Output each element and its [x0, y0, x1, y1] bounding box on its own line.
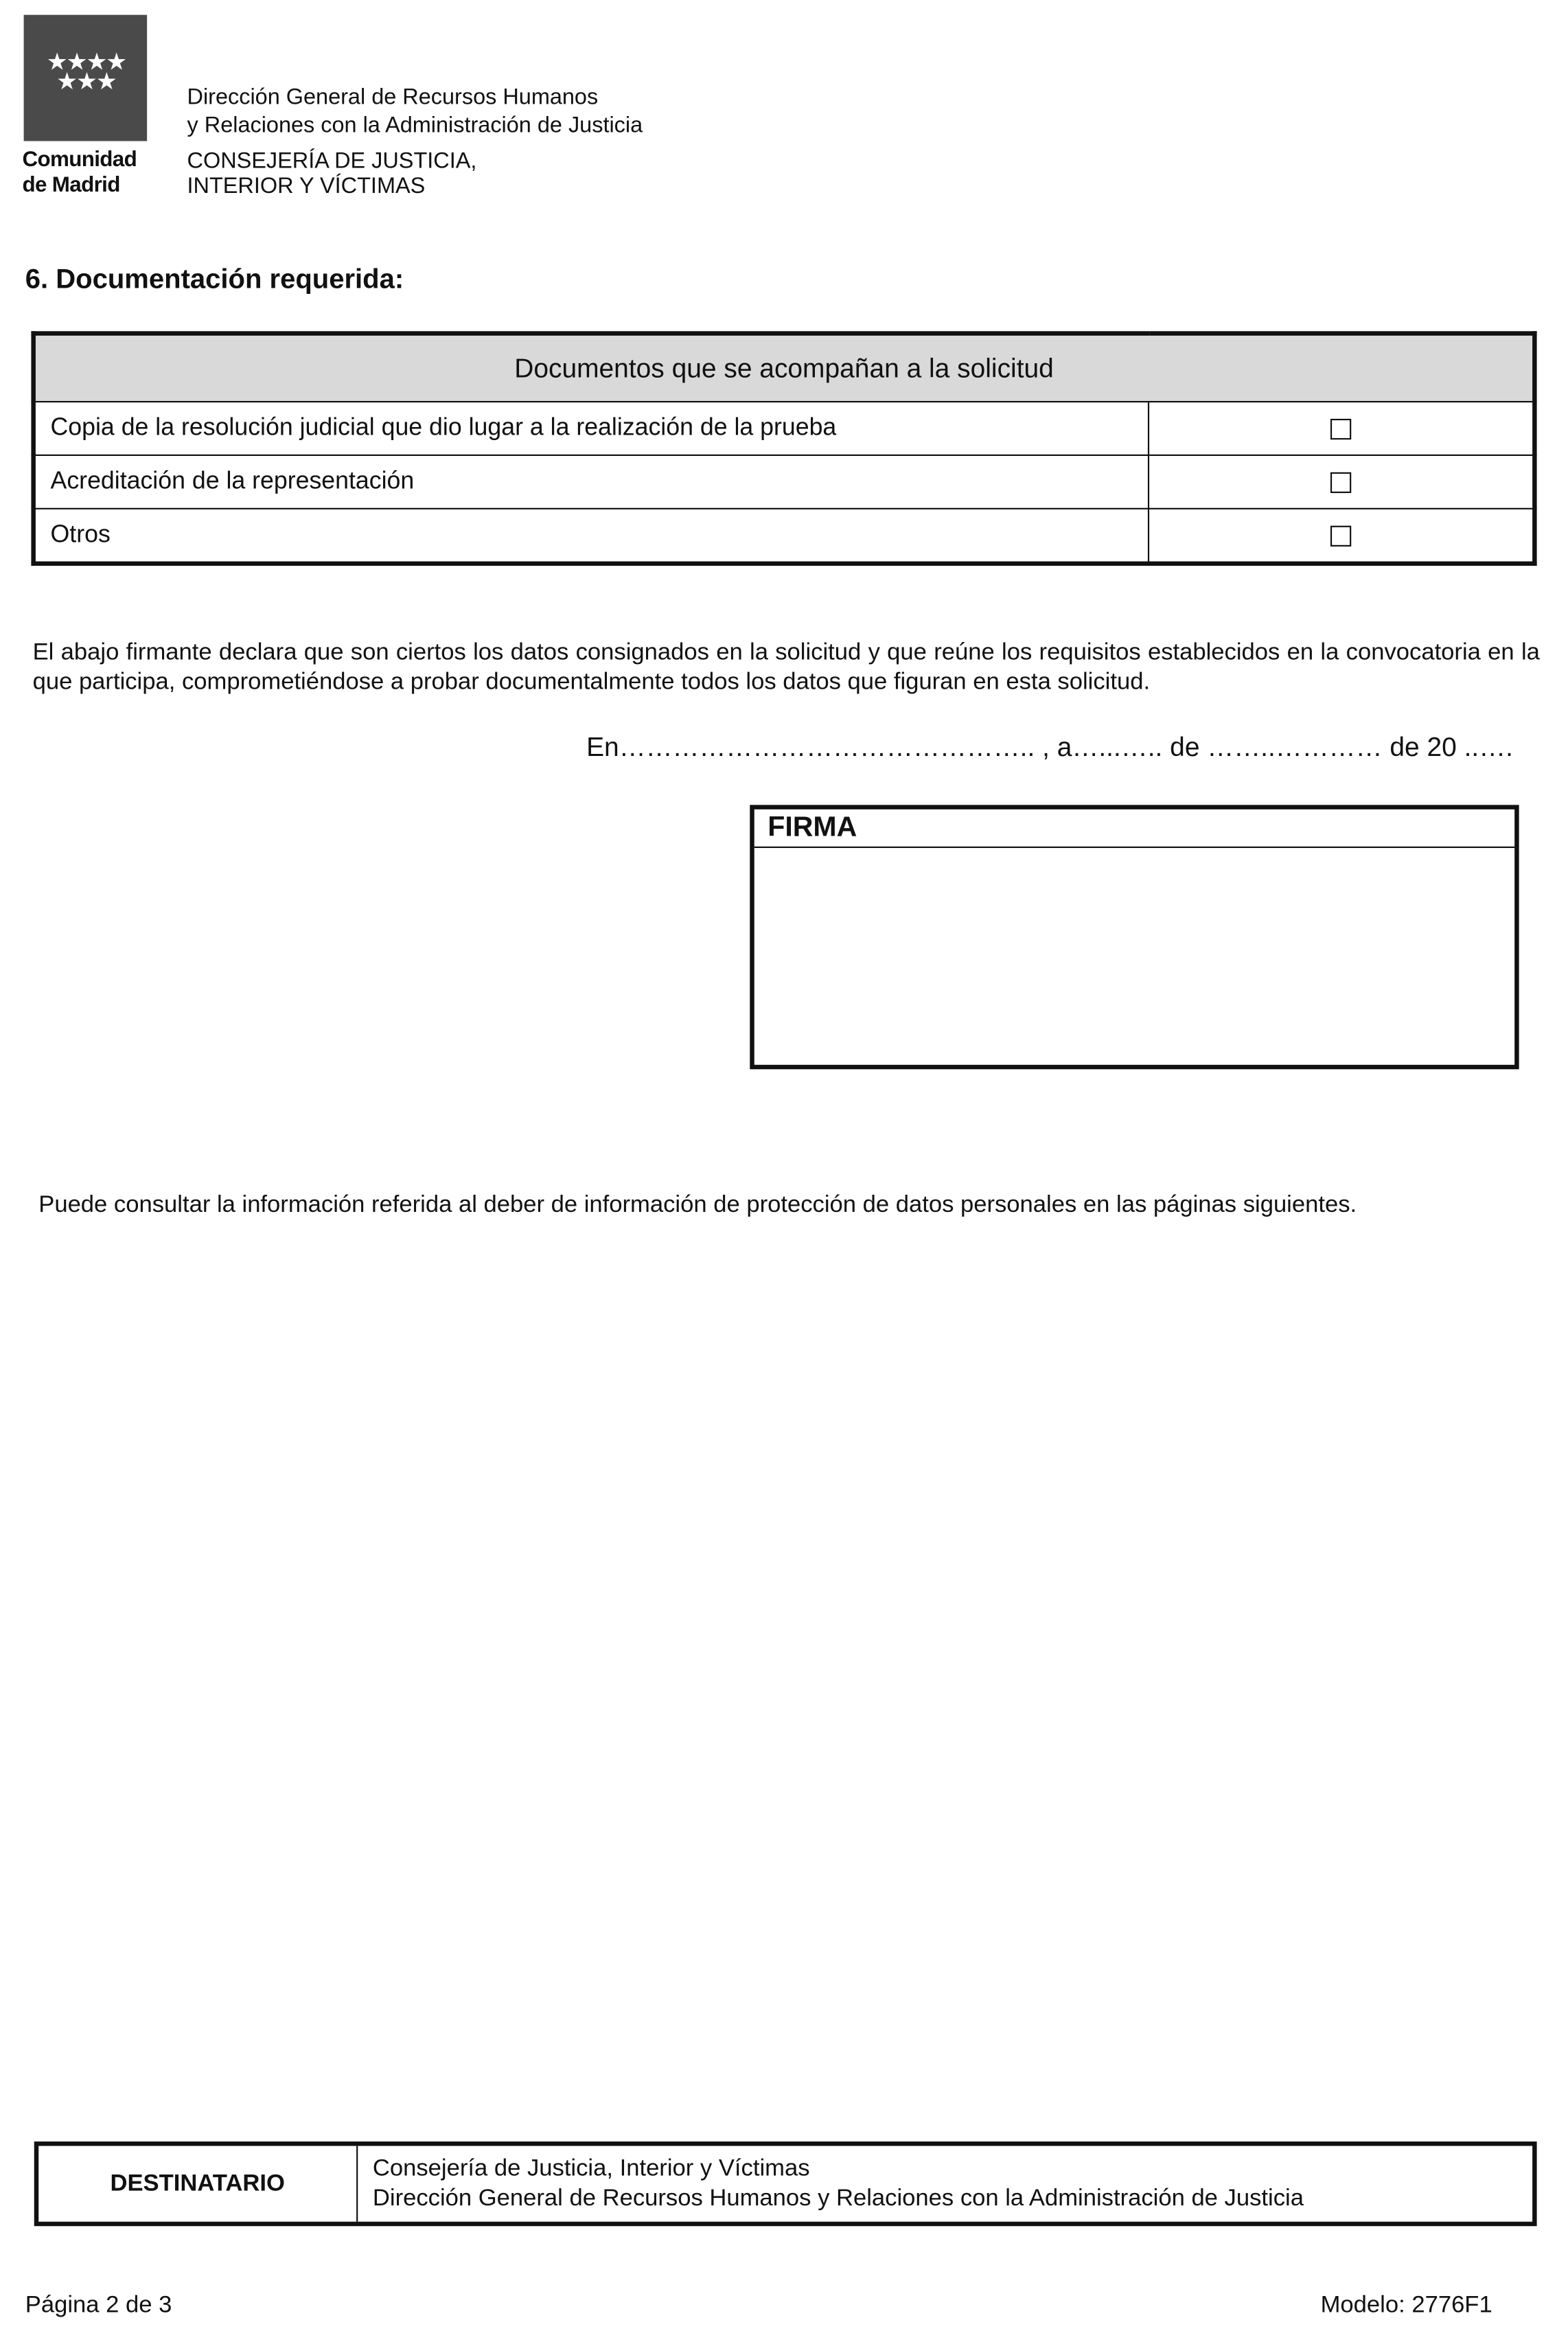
document-label: Otros [34, 509, 1149, 564]
header-ministry-1: CONSEJERÍA DE JUSTICIA, [187, 148, 477, 174]
recipient-box [34, 2142, 1537, 2226]
header-ministry-2: INTERIOR Y VÍCTIMAS [187, 174, 426, 199]
stars-icon: ★★★★ ★★★ [46, 50, 126, 95]
recipient-line: Consejería de Justicia, Interior y Víctimas [372, 2156, 810, 2182]
document-checkbox[interactable] [1330, 419, 1351, 439]
table-row [34, 455, 1535, 509]
signature-box[interactable] [750, 805, 1519, 1069]
signature-title: FIRMA [754, 810, 1514, 848]
data-protection-note: Puede consultar la información referida al deber de información de protección de datos personales en las páginas siguientes. [38, 1192, 1357, 1218]
model-number: Modelo: 2776F1 [1320, 2293, 1492, 2319]
logo-text-line1: Comunidad [22, 148, 137, 172]
table-row [34, 402, 1535, 455]
document-label: Copia de la resolución judicial que dio lugar a la realización de la prueba [34, 402, 1149, 455]
date-place-line[interactable]: En……………………………………….. , a…...….. de ……..………… de 20 ..…. [586, 732, 1513, 762]
declaration-text: El abajo firmante declara que son ciertos los datos consignados en la solicitud y que reúne los requisitos establecidos en la convocatoria en la que participa, comprometiéndose a probar documentalmente todos los datos que figuran en esta solicitud. [32, 640, 1540, 696]
header-directorate-2: y Relaciones con la Administración de Justicia [187, 113, 643, 139]
document-checkbox[interactable] [1330, 472, 1351, 493]
documents-table [31, 331, 1536, 566]
document-checkbox[interactable] [1330, 526, 1351, 547]
section-title: 6. Documentación requerida: [25, 262, 404, 295]
table-row [34, 509, 1535, 564]
header-directorate-1: Dirección General de Recursos Humanos [187, 84, 599, 111]
recipient-label: DESTINATARIO [38, 2146, 358, 2221]
page-number: Página 2 de 3 [25, 2293, 172, 2319]
comunidad-madrid-logo [24, 15, 148, 141]
recipient-line: Dirección General de Recursos Humanos y Relaciones con la Administración de Justicia [372, 2185, 1304, 2212]
logo-text-line2: de Madrid [22, 174, 120, 198]
table-header: Documentos que se acompañan a la solicitud [34, 334, 1535, 402]
document-label: Acreditación de la representación [34, 455, 1149, 509]
